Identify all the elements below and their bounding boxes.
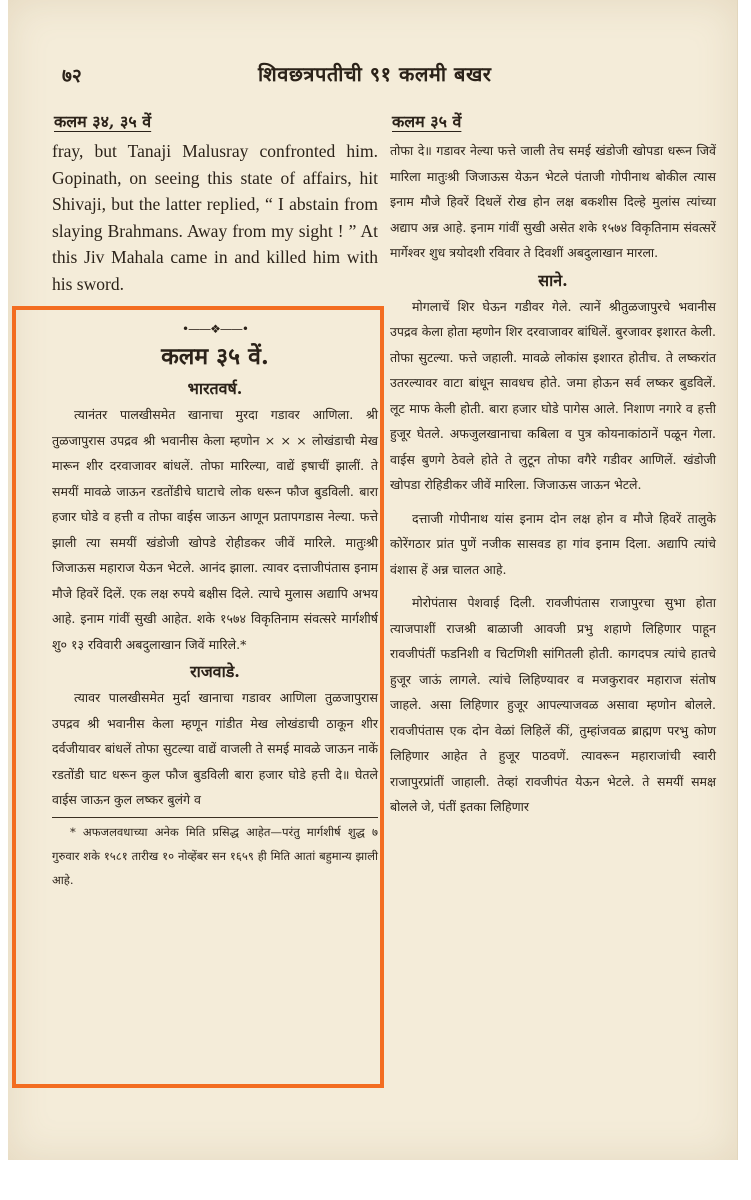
right-section-heading: कलम ३५ वें [392, 112, 462, 131]
rajwade-paragraph: त्यावर पालखीसमेत मुर्दा खानाचा गडावर आणिला तुळजापुरास उपद्रव श्री भवानीस केला म्हणून गांडीत मेख लोखंडाची ठाकून शीर दर्वजीयावर बांधलें तोफा सुटल्या वाद्यें वाजली ते समई मावळे जाऊन नाकें रडतोंडी घाट धरून कुल फौज बुडविली बारा हजार घोडे हत्ती दे॥ घेतले वाईस जाऊन कुल लष्कर बुलंगे व [52, 690, 378, 807]
subheading-sane: साने. [538, 270, 568, 290]
right-column [390, 110, 716, 820]
boxed-section-heading: कलम ३५ वें. [161, 343, 269, 370]
sane-paragraph: मोगलाचें शिर घेऊन गडीवर गेले. त्यानें श्रीतुळजापुरचे भवानीस उपद्रव केला होता म्हणोन शिर दरवाजावर बांधिलें. बुरजावर इशारत केली. तोफा सुटल्या. फत्ते जहाली. मावळे लोकांस इशारत होतीच. ते लष्करांत उतरल्यावर वाटा बांधून सावधच होते. जमा होऊन सर्व लष्कर बुडविलें. लूट माफ केली होती. बारा हजार घोडे पागेस आले. निशाण नगारे व हत्ती हुजूर घेतले. अफजुलखानाचा कबिला व पुत्र कोयनाकांठानें पळून गेला. वाईस बुणगे ठेवले होते ते लुटून तोफा वगैरे गडीवर आणिलें. खंडोजी खोपडा रोहिडीकर जीवें मारिला. जिजाऊस जाऊन भेटले. [390, 298, 716, 492]
page-number: ७२ [62, 65, 82, 87]
footnote-rule [52, 817, 378, 818]
right-paragraph-1: तोफा दे॥ गडावर नेल्या फत्ते जाली तेच समई खंडोजी खोपडा धरून जिवें मारिला मातुःश्री जिजाऊस येऊन भेटले पंताजी गोपीनाथ बोकील त्यास इनाम मौजे हिवरें दिधलें रोख होन लक्ष बकशीस दिल्हे मुलांस त्यांच्या अद्याप अन्न आहे. इनाम गांवीं सुखी असेत शके १५७४ विकृतिनाम संवत्सरें मार्गेश्वर शुध त्रयोदशी रविवार ते दिवशीं अबदुलाखान मारला. [390, 143, 716, 260]
bharatvarsh-paragraph: त्यानंतर पालखीसमेत खानाचा मुरदा गडावर आणिला. श्री तुळजापुरास उपद्रव श्री भवानीस केला म्हणोन × × × लोखंडाची मेख मारून शीर दरवाजावर बांधलें. तोफा मारिल्या, वाद्यें इषाचीं झालीं. ते समयीं मावळे जाऊन रडतोंडीचे घाटाचे लोक धरून फौज बुडविली. बारा हजार घोडे व हत्ती व तोफा वाईस जाऊन आणून प्रतापगडास नेल्या. फत्ते झाली त्या समयीं खंडोजी खोपडे रोहीडकर जीवें मारिले. मातुःश्री जिजाऊस महाराज येऊन भेटले. आनंद झाला. त्यावर दत्ताजीपंतास इनाम मौजे हिवरें दिलें. एक लक्ष रुपये बक्षीस दिले. त्याचे मुलास अद्यापि अभय आहे. इनाम गांवीं सुखी आहेत. शके १५७४ विकृतिनाम संवत्सरे मार्गशीर्ष शु० १३ रविवारी अबदुलाखान जिवें मारिले.* [52, 407, 378, 652]
ornament-divider: •——❖——• [182, 322, 248, 336]
left-section-heading: कलम ३४, ३५ वें [54, 112, 152, 131]
subheading-rajwade: राजवाडे. [190, 662, 240, 681]
right-paragraph-4: मोरोपंतास पेशवाई दिली. रावजीपंतास राजापुरचा सुभा होता त्याजपाशीं राजश्री बाळाजी आवजी प्रभु शहाणे लिहिणार पाहून रावजीपंतीं फडनिशी व चिटणिशी सांगितली होती. कागदपत्र त्यांचे हातचे हुजूर जाऊं लागले. त्यांचे लिहिण्यावर व मजकुरावर महाराज संतोष जाहले. असा लिहिणार हुजूर आपल्याजवळ असावा म्हणोन बोलले. रावजीपंतास एक दोन वेळां लिहिलें कीं, तुम्हांजवळ ब्राह्मण परभु कोण लिहिणार आहेत ते हुजूर पाठवणें. त्यावरून महाराजांची स्वारी राजापुरप्रांतीं जाहाली. तेव्हां रावजीपंत येऊन भेटले. ते समयीं समक्ष बोलले जे, पंतीं इतका लिहिणार [390, 595, 716, 814]
english-translation-paragraph: fray, but Tanaji Malusray confronted him. Gopinath, on seeing this state of affairs, hit Shivaji, but the latter replied, “ I abstain from slaying Brahmans. Away from my sight ! ” At this Jiv Mahala came in and killed him with his sword. [52, 141, 378, 294]
left-column-top [52, 110, 378, 318]
running-title: शिवछत्रपतीची ९१ कलमी बखर [258, 62, 492, 86]
footnote: * अफजलवधाच्या अनेक मिति प्रसिद्ध आहेत—परंतु मार्गशीर्ष शुद्ध ७ गुरुवार शके १५८१ तारीख १० नोव्हेंबर सन १६५९ ही मिति आतां बहुमान्य झाली आहे. [52, 824, 378, 887]
page-header [0, 60, 751, 90]
right-paragraph-3: दत्ताजी गोपीनाथ यांस इनाम दोन लक्ष होन व मौजे हिवरें तालुके कोरेंगठार प्रांत पुणें नजीक सासवड हा गांव इनाम दिला. अद्यापि त्यांचे वंशास हें अन्न चालत आहे. [390, 510, 716, 577]
subheading-bharatvarsh: भारतवर्ष. [187, 379, 243, 398]
left-column-boxed-section [52, 312, 378, 892]
